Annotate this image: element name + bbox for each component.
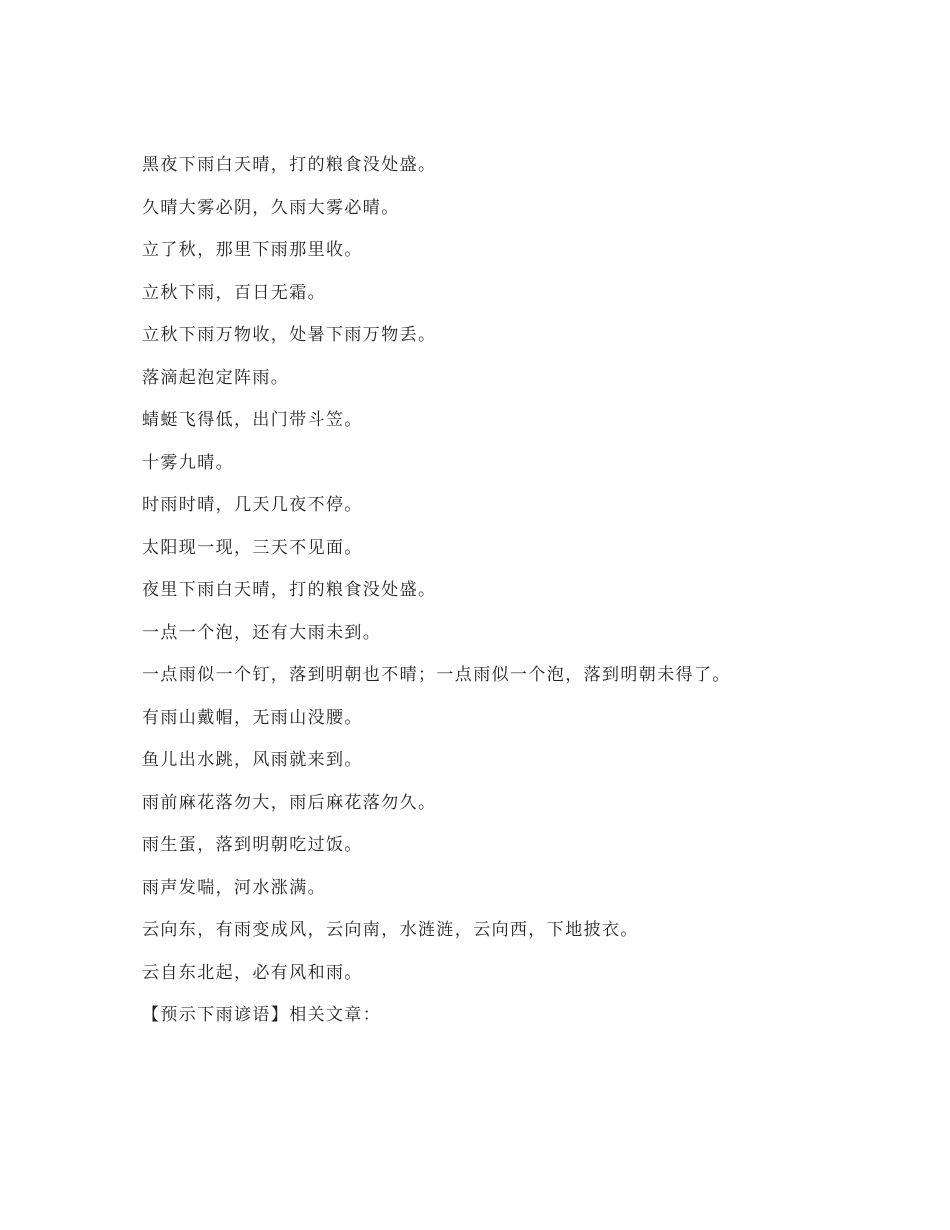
proverb-line-14: 有雨山戴帽，无雨山没腰。	[142, 707, 363, 728]
proverb-list	[142, 151, 922, 1044]
proverb-line-11: 夜里下雨白天晴，打的粮食没处盛。	[142, 580, 437, 600]
related-articles-heading: 【预示下雨谚语】相关文章：	[142, 1005, 382, 1025]
proverb-line-17: 雨生蛋，落到明朝吃过饭。	[142, 835, 363, 855]
proverb-line-15: 鱼儿出水跳，风雨就来到。	[142, 750, 363, 770]
proverb-line-13: 一点雨似一个钉，落到明朝也不晴；一点雨似一个泡，落到明朝未得了。	[142, 665, 731, 685]
proverb-line-10: 太阳现一现，三天不见面。	[142, 537, 363, 558]
proverb-line-20: 云自东北起，必有风和雨。	[142, 962, 363, 983]
proverb-line-1: 黑夜下雨白天晴，打的粮食没处盛。	[142, 155, 437, 175]
proverb-line-3: 立了秋，那里下雨那里收。	[142, 240, 363, 260]
proverb-line-4: 立秋下雨，百日无霜。	[142, 282, 326, 303]
proverb-line-16: 雨前麻花落勿大，雨后麻花落勿久。	[142, 792, 437, 813]
proverb-line-7: 蜻蜓飞得低，出门带斗笠。	[142, 410, 363, 430]
proverb-line-5: 立秋下雨万物收，处暑下雨万物丢。	[142, 325, 437, 345]
proverb-line-6: 落滴起泡定阵雨。	[142, 367, 290, 388]
proverb-line-19: 云向东，有雨变成风，云向南，水涟涟，云向西，下地披衣。	[142, 920, 639, 940]
proverb-line-9: 时雨时晴，几天几夜不停。	[142, 495, 363, 515]
proverb-line-18: 雨声发喘，河水涨满。	[142, 877, 326, 898]
proverb-line-2: 久晴大雾必阴，久雨大雾必晴。	[142, 197, 400, 218]
proverb-line-12: 一点一个泡，还有大雨未到。	[142, 622, 382, 643]
proverb-line-8: 十雾九晴。	[142, 452, 234, 473]
